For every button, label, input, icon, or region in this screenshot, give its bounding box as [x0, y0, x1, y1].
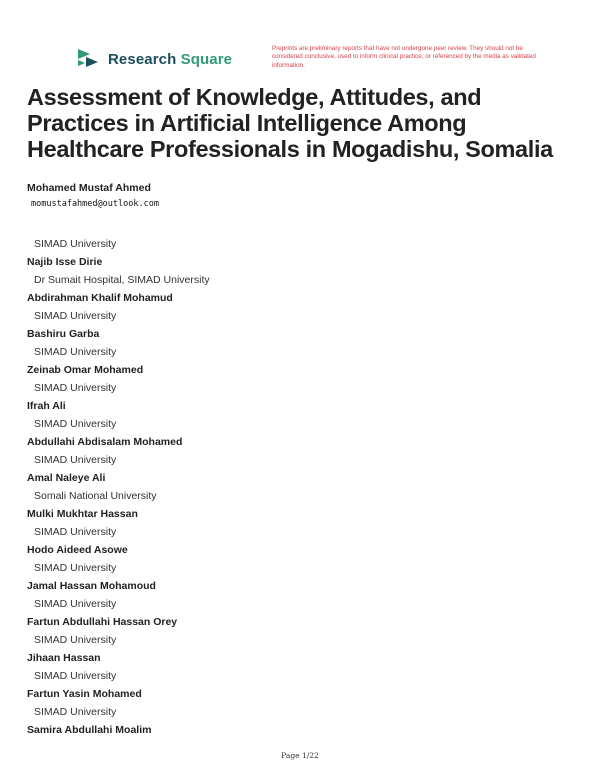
author-affiliation: Dr Sumait Hospital, SIMAD University	[34, 274, 210, 286]
author-affiliation: SIMAD University	[34, 670, 117, 682]
paper-title: Assessment of Knowledge, Attitudes, and Practices in Artificial Intelligence Among Healthcare Professionals in Mogadishu, Somalia	[27, 84, 553, 162]
author-affiliation: SIMAD University	[34, 562, 117, 574]
author-name: Amal Naleye Ali	[27, 472, 106, 484]
author-name: Jihaan Hassan	[27, 652, 101, 664]
research-square-logo[interactable]	[76, 47, 232, 71]
author-email-link[interactable]: momustafahmed@outlook.com	[31, 199, 159, 209]
author-affiliation: SIMAD University	[34, 346, 117, 358]
author-name: Hodo Aideed Asowe	[27, 544, 128, 556]
author-name: Fartun Yasin Mohamed	[27, 688, 142, 700]
author-name: Abdullahi Abdisalam Mohamed	[27, 436, 183, 448]
author-name: Fartun Abdullahi Hassan Orey	[27, 616, 178, 628]
author-name: Bashiru Garba	[27, 328, 100, 340]
author-affiliation: SIMAD University	[34, 706, 117, 718]
author-affiliation: SIMAD University	[34, 454, 117, 466]
author-affiliation: SIMAD University	[34, 310, 117, 322]
author-affiliation: SIMAD University	[34, 598, 117, 610]
author-name: Mulki Mukhtar Hassan	[27, 508, 138, 520]
logo-text-accent: Square	[180, 50, 233, 68]
author-affiliation: SIMAD University	[34, 418, 117, 430]
author-name: Samira Abdullahi Moalim	[27, 724, 152, 736]
author-affiliation: Somali National University	[34, 490, 157, 502]
author-name: Najib Isse Dirie	[27, 256, 103, 268]
author-name: Zeinab Omar Mohamed	[27, 364, 144, 376]
author-affiliation: SIMAD University	[34, 634, 117, 646]
author-affiliation: SIMAD University	[34, 526, 117, 538]
logo-text-primary: Research	[108, 50, 177, 68]
author-name: Ifrah Ali	[27, 400, 66, 412]
preprint-disclaimer: Preprints are preliminary reports that have not undergone peer review. They should not be considered conclusive, used to inform clinical practice, or referenced by the media as validated information.	[272, 45, 536, 69]
logo-wordmark	[108, 51, 232, 68]
research-square-logo-icon	[76, 47, 100, 71]
author-name: Jamal Hassan Mohamoud	[27, 580, 156, 592]
page-number: Page 1/22	[281, 751, 319, 760]
author-name: Abdirahman Khalif Mohamud	[27, 292, 173, 304]
author-affiliation: SIMAD University	[34, 238, 117, 250]
author-name: Mohamed Mustaf Ahmed	[27, 182, 151, 194]
author-affiliation: SIMAD University	[34, 382, 117, 394]
author-list	[27, 179, 567, 739]
